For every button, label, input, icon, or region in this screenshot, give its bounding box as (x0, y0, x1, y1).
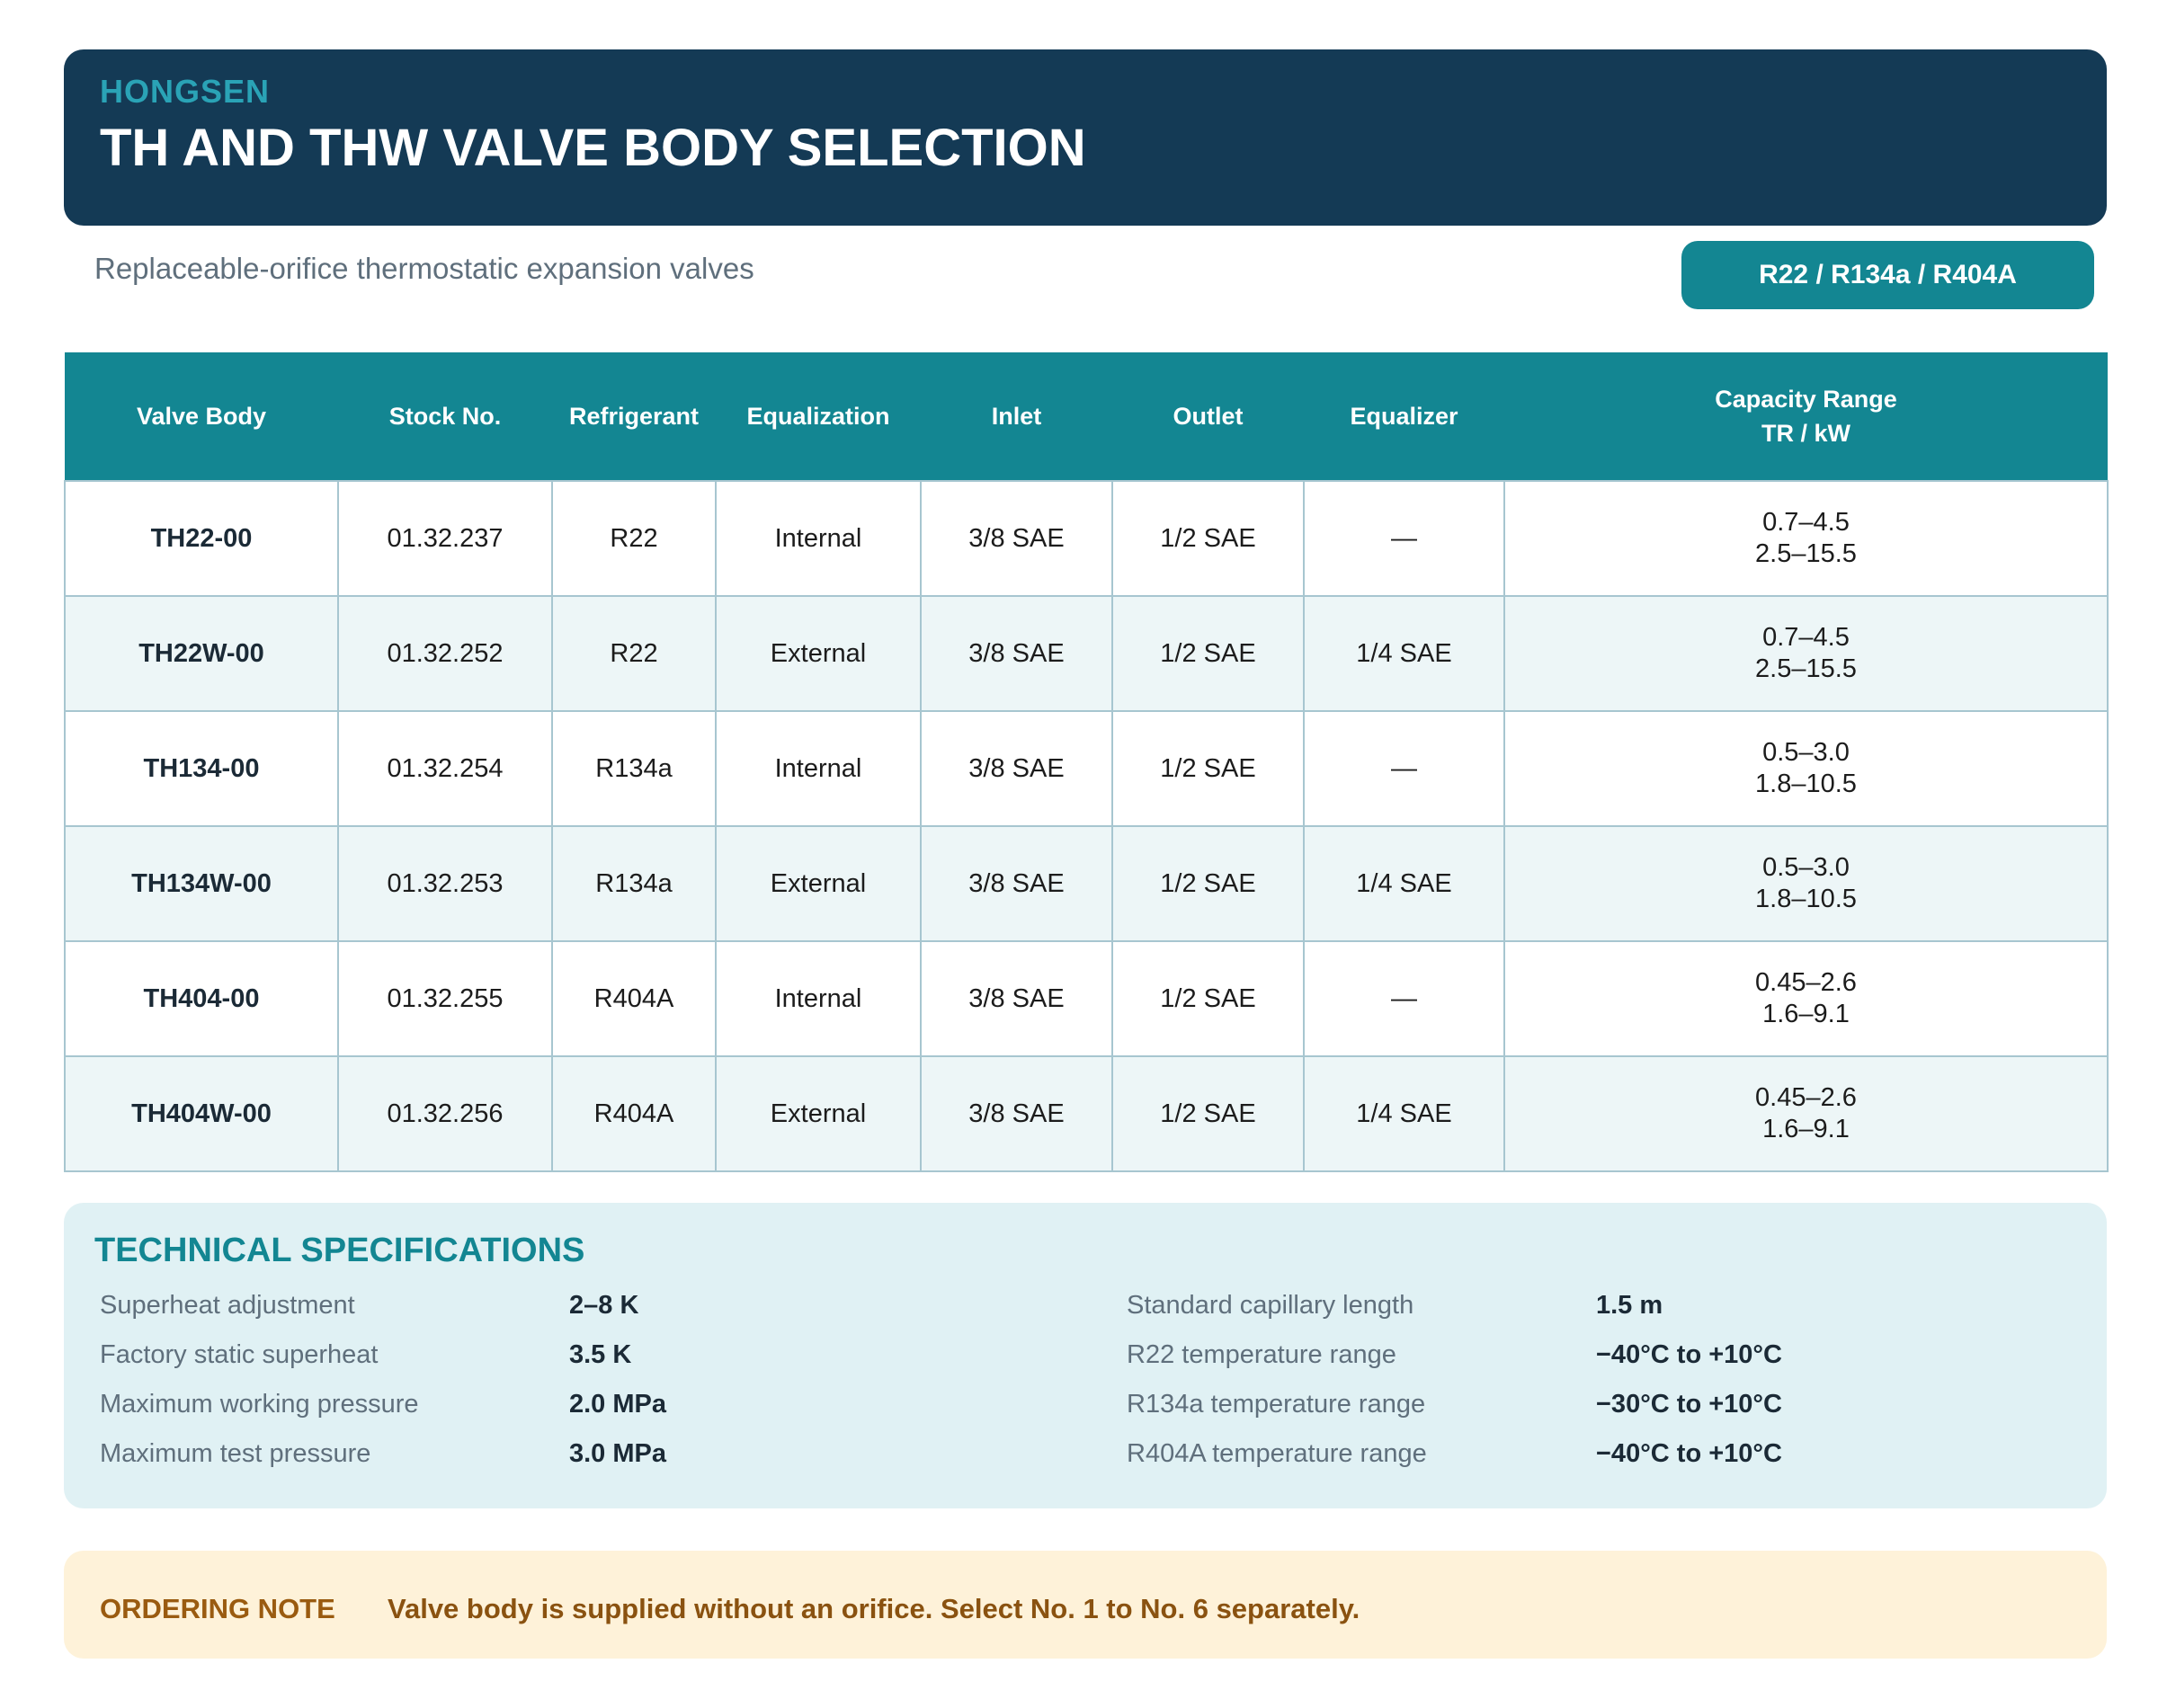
capacity-header-units: TR / kW (1761, 420, 1850, 447)
capacity-tr: 0.5–3.0 (1762, 853, 1850, 882)
capacity-cell (1504, 481, 2108, 596)
capacity-tr: 0.45–2.6 (1755, 968, 1857, 997)
capacity-kw: 2.5–15.5 (1755, 654, 1857, 683)
ordering-note-text: Valve body is supplied without an orifice. Select No. 1 to No. 6 separately. (388, 1593, 1360, 1624)
refrigerant-cell: R134a (552, 826, 716, 941)
equalization-cell: Internal (716, 941, 921, 1056)
inlet-cell: 3/8 SAE (921, 1056, 1112, 1171)
spec-value: 1.5 m (1596, 1291, 1663, 1320)
valve-body-cell: TH22W-00 (65, 596, 338, 711)
page-subtitle: Replaceable-orifice thermostatic expansion valves (94, 252, 754, 285)
inlet-cell: 3/8 SAE (921, 941, 1112, 1056)
spec-value: 2–8 K (569, 1291, 639, 1320)
equalizer-cell: — (1304, 481, 1504, 596)
spec-value: 2.0 MPa (569, 1390, 666, 1419)
spec-value: 3.5 K (569, 1340, 632, 1369)
table-row (65, 596, 2108, 711)
ordering-note (64, 1551, 2107, 1659)
spec-label: Factory static superheat (100, 1340, 379, 1369)
equalizer-cell: 1/4 SAE (1304, 826, 1504, 941)
valve-body-cell: TH134W-00 (65, 826, 338, 941)
capacity-header-label: Capacity Range (1715, 386, 1897, 413)
capacity-cell (1504, 826, 2108, 941)
spec-label: Maximum working pressure (100, 1390, 419, 1419)
valve-body-cell: TH404-00 (65, 941, 338, 1056)
equalization-cell: External (716, 826, 921, 941)
stock-no-cell: 01.32.237 (338, 481, 552, 596)
col-header-valve-body: Valve Body (65, 352, 338, 481)
valve-body-cell: TH404W-00 (65, 1056, 338, 1171)
capacity-kw: 1.6–9.1 (1762, 1000, 1850, 1028)
capacity-cell (1504, 711, 2108, 826)
spec-value: −40°C to +10°C (1596, 1439, 1782, 1468)
refrigerant-cell: R134a (552, 711, 716, 826)
capacity-kw: 1.8–10.5 (1755, 885, 1857, 913)
equalizer-cell: — (1304, 941, 1504, 1056)
specs-title: TECHNICAL SPECIFICATIONS (94, 1232, 585, 1269)
outlet-cell: 1/2 SAE (1112, 711, 1304, 826)
table-row (65, 1056, 2108, 1171)
spec-label: R22 temperature range (1127, 1340, 1396, 1369)
refrigerant-badge: R22 / R134a / R404A (1681, 241, 2094, 309)
col-header-refrigerant: Refrigerant (552, 352, 716, 481)
table-row (65, 941, 2108, 1056)
equalizer-cell: 1/4 SAE (1304, 596, 1504, 711)
col-header-equalizer: Equalizer (1304, 352, 1504, 481)
spec-label: Standard capillary length (1127, 1291, 1414, 1320)
stock-no-cell: 01.32.254 (338, 711, 552, 826)
equalizer-cell: 1/4 SAE (1304, 1056, 1504, 1171)
table-row (65, 826, 2108, 941)
capacity-kw: 2.5–15.5 (1755, 539, 1857, 568)
outlet-cell: 1/2 SAE (1112, 596, 1304, 711)
spec-label: R134a temperature range (1127, 1390, 1426, 1419)
col-header-inlet: Inlet (921, 352, 1112, 481)
ordering-note-label: ORDERING NOTE (100, 1593, 335, 1624)
col-header-equalization: Equalization (716, 352, 921, 481)
spec-value: −30°C to +10°C (1596, 1390, 1782, 1419)
spec-label: R404A temperature range (1127, 1439, 1427, 1468)
technical-specifications-panel (64, 1203, 2107, 1508)
spec-value: 3.0 MPa (569, 1439, 666, 1468)
stock-no-cell: 01.32.252 (338, 596, 552, 711)
outlet-cell: 1/2 SAE (1112, 941, 1304, 1056)
brand-name: HONGSEN (100, 73, 271, 110)
outlet-cell: 1/2 SAE (1112, 826, 1304, 941)
refrigerant-cell: R404A (552, 941, 716, 1056)
inlet-cell: 3/8 SAE (921, 481, 1112, 596)
capacity-kw: 1.8–10.5 (1755, 769, 1857, 798)
stock-no-cell: 01.32.253 (338, 826, 552, 941)
equalization-cell: Internal (716, 481, 921, 596)
col-header-capacity (1504, 352, 2108, 481)
inlet-cell: 3/8 SAE (921, 826, 1112, 941)
table-row (65, 481, 2108, 596)
equalizer-cell: — (1304, 711, 1504, 826)
capacity-cell (1504, 941, 2108, 1056)
page-title: TH AND THW VALVE BODY SELECTION (100, 119, 1086, 177)
col-header-outlet: Outlet (1112, 352, 1304, 481)
capacity-tr: 0.5–3.0 (1762, 738, 1850, 767)
capacity-kw: 1.6–9.1 (1762, 1115, 1850, 1143)
outlet-cell: 1/2 SAE (1112, 1056, 1304, 1171)
refrigerant-cell: R22 (552, 596, 716, 711)
header-banner (64, 49, 2107, 226)
refrigerant-cell: R404A (552, 1056, 716, 1171)
col-header-stock-no: Stock No. (338, 352, 552, 481)
outlet-cell: 1/2 SAE (1112, 481, 1304, 596)
refrigerant-cell: R22 (552, 481, 716, 596)
equalization-cell: Internal (716, 711, 921, 826)
stock-no-cell: 01.32.256 (338, 1056, 552, 1171)
equalization-cell: External (716, 596, 921, 711)
table-row (65, 711, 2108, 826)
capacity-tr: 0.7–4.5 (1762, 623, 1850, 652)
capacity-tr: 0.7–4.5 (1762, 508, 1850, 537)
equalization-cell: External (716, 1056, 921, 1171)
capacity-tr: 0.45–2.6 (1755, 1083, 1857, 1112)
inlet-cell: 3/8 SAE (921, 711, 1112, 826)
spec-value: −40°C to +10°C (1596, 1340, 1782, 1369)
capacity-cell (1504, 596, 2108, 711)
inlet-cell: 3/8 SAE (921, 596, 1112, 711)
valve-body-table (64, 352, 2109, 1172)
spec-label: Superheat adjustment (100, 1291, 355, 1320)
table-header-row (65, 352, 2108, 481)
capacity-cell (1504, 1056, 2108, 1171)
valve-body-cell: TH134-00 (65, 711, 338, 826)
spec-label: Maximum test pressure (100, 1439, 371, 1468)
valve-body-cell: TH22-00 (65, 481, 338, 596)
stock-no-cell: 01.32.255 (338, 941, 552, 1056)
